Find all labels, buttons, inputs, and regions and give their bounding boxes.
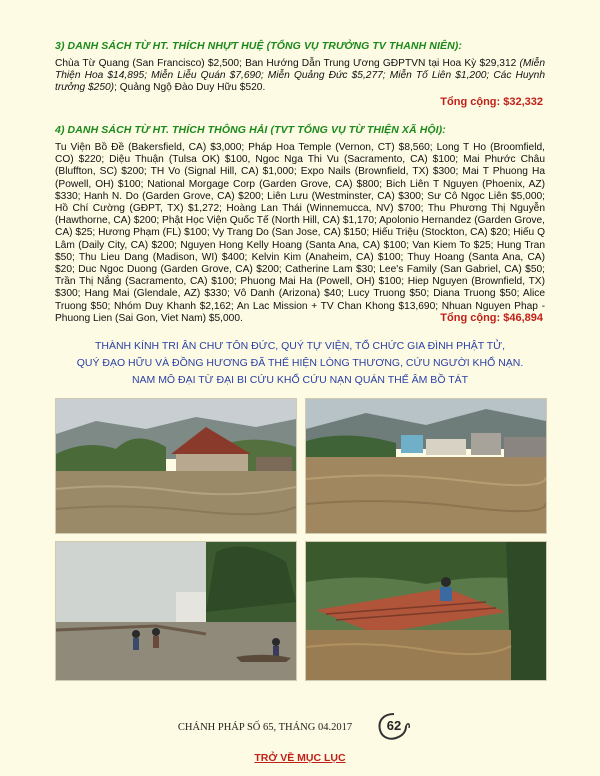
tribute-line-1: THÀNH KÍNH TRI ÂN CHƯ TÔN ĐỨC, QUÝ TỰ VIỆN, TỔ CHỨC GIA ĐÌNH PHẬT TỬ, [94, 340, 506, 352]
section4-text: Tu Viện Bồ Đề (Bakersfield, CA) $3,000; Pháp Hoa Temple (Vernon, CT) $8,560; Long T Ho (Broomfield, CO) $220; Diệu Thuận (Tulsa OK) $100, Ngoc Nga Thi Vu (Sacramento, CA) $100; Mai Phước Châu (Bluffton, SC) $200; TH Vo (Signal Hill, CA) $1,000; Expo Nails (Brownfield, TX) $300; Mai T Phuong Ha (Powell, OH) $100; National Morgage Corp (Garden Grove, CA) $800; Bich Liên T Nguyen (Phoenix, AZ) $330; Hanh N. Do (Garden Grove, CA) $200; Liên Lưu (Westminster, CA) $300; Sư Cô Ngọc Liên $5,000; Hồ Chí Cường (GĐPT, TX) $1,272; Hoàng Lan Thái (Winnemucca, NV) $700; Thu Phương Thị Nguyễn (Hawthorne, CA) $200; Phật Học Viện Quốc Tế (North Hill, CA) $1,170; Apolonio Hernandez (Garden Grove, CA) $25; Hương Phạm (FL) $100; Vy Trang Do (San Jose, CA) $150; Hiếu Triệu (Stockton, CA) $20; Hiếu Q Lâm (Daily City, CA) $200; Nguyen Hong Kelly Hoang (Santa Ana, CA) $100; Van Kiem To $25; Hung Tran $50; Thu Lieu Dang (Madison, WI) $400; Kelvin Kim (Anaheim, CA) $100; Thuy Hoang (Santa Ana, CA) $20; Duc Ngoc Duong (Garden Grove, CA) $200; Catherine Lam $30; Lee's Family (San Gabriel, CA) $50; Trần Thị Nắng (Sacramento, CA) $100; Phuong Mai Ha (Powell, OH) $100; Hiep Nguyen (Brownfield, TX) $300; Hang Mai (Glendale, AZ) $330; Vô Danh (Arizona) $40; Lucy Truong $50; Diana Truong $50; Alice Truong $50; Nhóm Duy Khanh $2,162; An Lac Mission + TV Chan Khong $13,690; Nhuan Nguyen Phap - Phuong Lien (Sai Gon, Viet Nam) $5,000. [55, 142, 546, 324]
tribute-line-2: QUÝ ĐẠO HỮU VÀ ĐỒNG HƯƠNG ĐÃ THỂ HIỆN LÒNG THƯƠNG, CỨU NGƯỜI KHỔ NẠN. [76, 357, 524, 369]
tribute-block [40, 338, 560, 389]
issue-footer [0, 722, 600, 733]
section4-heading: 4) DANH SÁCH TỪ HT. THÍCH THÔNG HẢI (TVT TỔNG VỤ TỪ THIỆN XÃ HỘI): [55, 124, 446, 136]
flood-photo-2 [305, 398, 547, 534]
section3-total: Tổng cộng: $32,332 [440, 96, 543, 108]
flood-photo-1 [55, 398, 297, 534]
section3-text-a: Chùa Từ Quang (San Francisco) $2,500; Ban Hướng Dẫn Trung Ương GĐPTVN tại Hoa Kỳ $29,312 [55, 58, 520, 69]
section3-text-c: ; Quảng Ngộ Đào Duy Hữu $520. [114, 82, 266, 94]
back-to-contents-link[interactable]: TRỞ VỀ MỤC LỤC [254, 752, 346, 764]
tribute-line-3: NAM MÔ ĐẠI TỪ ĐẠI BI CỨU KHỔ CỨU NẠN QUÁN THẾ ÂM BỒ TÁT [131, 374, 469, 386]
issue-label: CHÁNH PHÁP SỐ 65, THÁNG 04.2017 [177, 722, 353, 733]
section3-text [55, 58, 545, 95]
flood-photo-3 [55, 541, 297, 681]
flood-photo-4 [305, 541, 547, 681]
section3-heading: 3) DANH SÁCH TỪ HT. THÍCH NHỰT HUỆ (TỔNG VỤ TRƯỞNG TV THANH NIÊN): [55, 40, 462, 52]
section3-text-b: (Miễn Thiện Hoa $14,895; Miễn Liễu Quán $7,690; Miễn Quảng Đức $5,277; Miễn Tố Liên $1,200; Các Huynh trưởng $250) [55, 58, 545, 94]
section4-total: Tổng cộng: $46,894 [440, 312, 543, 324]
page-number: 62 [386, 718, 402, 733]
